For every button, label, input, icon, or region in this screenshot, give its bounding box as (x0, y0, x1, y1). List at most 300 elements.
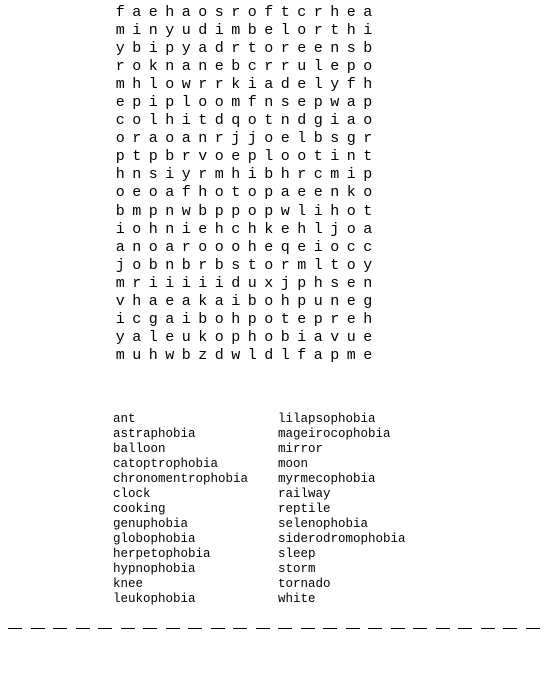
grid-letter: i (313, 202, 323, 220)
grid-letter: o (247, 112, 257, 130)
answer-blank (323, 628, 337, 629)
word-list-item: sleep (278, 547, 316, 561)
grid-letter: e (346, 274, 356, 292)
grid-row (112, 329, 376, 347)
grid-letter: o (363, 58, 373, 76)
grid-letter: o (363, 112, 373, 130)
grid-letter: d (214, 40, 224, 58)
grid-letter: f (297, 346, 307, 364)
grid-letter: i (363, 22, 373, 40)
grid-letter: b (165, 148, 175, 166)
grid-letter: h (247, 220, 257, 238)
grid-letter: b (363, 40, 373, 58)
grid-letter: f (181, 184, 191, 202)
grid-letter: l (264, 148, 274, 166)
grid-letter: h (363, 76, 373, 94)
grid-letter: n (346, 148, 356, 166)
grid-letter: i (148, 94, 158, 112)
grid-letter: l (181, 94, 191, 112)
grid-letter: p (313, 310, 323, 328)
grid-letter: u (313, 292, 323, 310)
word-list-item: catoptrophobia (113, 457, 219, 471)
grid-letter: w (330, 94, 340, 112)
grid-letter: y (181, 40, 191, 58)
grid-letter: a (214, 292, 224, 310)
grid-letter: l (313, 220, 323, 238)
grid-letter: o (132, 256, 142, 274)
grid-letter: p (132, 94, 142, 112)
grid-letter: e (297, 40, 307, 58)
grid-letter: o (264, 256, 274, 274)
answer-blank (346, 628, 360, 629)
grid-letter: d (280, 76, 290, 94)
grid-letter: c (115, 112, 125, 130)
grid-letter: e (313, 40, 323, 58)
grid-letter: h (330, 4, 340, 21)
grid-letter: e (148, 4, 158, 21)
grid-letter: u (346, 328, 356, 346)
grid-letter: e (115, 94, 125, 112)
grid-letter: l (247, 346, 257, 364)
grid-letter: o (346, 220, 356, 238)
word-list-item: ant (113, 412, 136, 426)
answer-blank (256, 628, 270, 629)
grid-letter: h (115, 166, 125, 184)
grid-letter: o (198, 4, 208, 21)
grid-letter: p (313, 94, 323, 112)
grid-letter: y (363, 256, 373, 274)
grid-letter: b (231, 58, 241, 76)
grid-letter: k (264, 220, 274, 238)
grid-letter: e (165, 328, 175, 346)
grid-row (112, 293, 376, 311)
grid-letter: b (247, 22, 257, 40)
answer-blank (121, 628, 135, 629)
grid-letter: e (264, 238, 274, 256)
grid-letter: t (280, 310, 290, 328)
word-list-item: knee (113, 577, 144, 591)
grid-letter: a (165, 310, 175, 328)
grid-letter: y (115, 328, 125, 346)
grid-letter: t (313, 148, 323, 166)
grid-letter: u (297, 58, 307, 76)
answer-blank (458, 628, 472, 629)
grid-letter: i (181, 274, 191, 292)
grid-letter: g (346, 130, 356, 148)
grid-letter: i (247, 166, 257, 184)
grid-letter: e (214, 58, 224, 76)
grid-letter: a (165, 238, 175, 256)
grid-letter: l (148, 76, 158, 94)
answer-blank (233, 628, 247, 629)
grid-letter: r (198, 256, 208, 274)
word-list-item: white (278, 592, 316, 606)
grid-letter: t (264, 112, 274, 130)
grid-letter: i (115, 220, 125, 238)
grid-letter: a (363, 4, 373, 21)
grid-letter: o (264, 310, 274, 328)
answer-blank (188, 628, 202, 629)
grid-letter: l (297, 202, 307, 220)
grid-letter: g (363, 292, 373, 310)
grid-letter: y (330, 76, 340, 94)
grid-letter: c (297, 4, 307, 21)
grid-letter: h (247, 328, 257, 346)
grid-letter: t (330, 22, 340, 40)
grid-letter: n (198, 130, 208, 148)
grid-letter: r (198, 76, 208, 94)
grid-letter: c (231, 220, 241, 238)
grid-letter: h (280, 166, 290, 184)
grid-letter: r (231, 4, 241, 21)
grid-row (112, 221, 376, 239)
grid-letter: l (148, 328, 158, 346)
answer-blank (31, 628, 45, 629)
grid-letter: p (297, 274, 307, 292)
grid-letter: o (264, 328, 274, 346)
grid-letter: h (132, 292, 142, 310)
grid-letter: s (214, 4, 224, 21)
grid-letter: n (132, 238, 142, 256)
grid-letter: h (313, 274, 323, 292)
grid-letter: c (363, 238, 373, 256)
word-list-item: cooking (113, 502, 166, 516)
grid-letter: h (247, 238, 257, 256)
grid-letter: y (115, 40, 125, 58)
grid-letter: l (148, 112, 158, 130)
grid-letter: o (214, 328, 224, 346)
word-list-item: storm (278, 562, 316, 576)
grid-letter: u (181, 328, 191, 346)
answer-blank (8, 628, 22, 629)
grid-letter: d (297, 112, 307, 130)
grid-letter: i (181, 310, 191, 328)
grid-letter: d (231, 274, 241, 292)
grid-letter: a (132, 4, 142, 21)
grid-letter: o (231, 238, 241, 256)
grid-letter: p (165, 94, 175, 112)
grid-letter: h (363, 310, 373, 328)
grid-letter: p (297, 292, 307, 310)
grid-letter: y (165, 22, 175, 40)
grid-letter: n (165, 58, 175, 76)
grid-letter: o (198, 238, 208, 256)
grid-row (112, 239, 376, 257)
grid-letter: l (313, 58, 323, 76)
word-list-left-column (113, 412, 248, 607)
grid-letter: d (198, 22, 208, 40)
grid-letter: a (313, 328, 323, 346)
grid-row (112, 58, 376, 76)
grid-row (112, 94, 376, 112)
grid-row (112, 184, 376, 202)
grid-letter: w (231, 346, 241, 364)
grid-letter: e (198, 220, 208, 238)
grid-letter: k (346, 184, 356, 202)
grid-letter: h (231, 166, 241, 184)
grid-letter: o (280, 148, 290, 166)
grid-letter: m (115, 76, 125, 94)
grid-letter: o (297, 22, 307, 40)
word-list-item: herpetophobia (113, 547, 211, 561)
word-list-item: siderodromophobia (278, 532, 406, 546)
grid-letter: q (231, 112, 241, 130)
grid-letter: z (198, 346, 208, 364)
grid-row (112, 275, 376, 293)
grid-letter: i (313, 238, 323, 256)
grid-letter: o (148, 184, 158, 202)
grid-letter: o (115, 130, 125, 148)
grid-letter: a (198, 40, 208, 58)
grid-letter: i (231, 292, 241, 310)
grid-letter: i (214, 22, 224, 40)
word-list-right-column (278, 412, 406, 607)
grid-letter: e (346, 310, 356, 328)
word-list-item: leukophobia (113, 592, 196, 606)
grid-letter: i (346, 166, 356, 184)
grid-row (112, 22, 376, 40)
grid-letter: o (264, 292, 274, 310)
grid-letter: o (148, 238, 158, 256)
grid-letter: r (132, 274, 142, 292)
grid-letter: r (280, 40, 290, 58)
grid-letter: r (330, 310, 340, 328)
grid-letter: r (181, 148, 191, 166)
word-list-item: globophobia (113, 532, 196, 546)
word-list-item: selenophobia (278, 517, 369, 531)
grid-letter: w (280, 202, 290, 220)
word-list-item: hypnophobia (113, 562, 196, 576)
grid-letter: u (181, 22, 191, 40)
grid-letter: p (363, 94, 373, 112)
grid-letter: n (363, 274, 373, 292)
grid-letter: j (280, 274, 290, 292)
grid-letter: m (115, 274, 125, 292)
grid-letter: o (297, 148, 307, 166)
grid-letter: h (231, 310, 241, 328)
grid-letter: n (330, 292, 340, 310)
grid-letter: r (313, 4, 323, 21)
grid-letter: p (264, 202, 274, 220)
answer-blank (301, 628, 315, 629)
grid-letter: n (330, 40, 340, 58)
grid-row (112, 112, 376, 130)
grid-letter: b (181, 256, 191, 274)
grid-letter: k (198, 328, 208, 346)
answer-blank (526, 628, 540, 629)
answer-blanks (8, 628, 540, 629)
grid-letter: s (148, 166, 158, 184)
grid-letter: h (198, 184, 208, 202)
grid-letter: p (264, 184, 274, 202)
grid-letter: h (148, 220, 158, 238)
grid-letter: p (363, 166, 373, 184)
answer-blank (98, 628, 112, 629)
grid-letter: a (181, 4, 191, 21)
grid-letter: p (231, 328, 241, 346)
grid-letter: t (132, 148, 142, 166)
grid-letter: e (280, 220, 290, 238)
grid-letter: l (280, 346, 290, 364)
grid-letter: p (330, 346, 340, 364)
grid-letter: k (148, 58, 158, 76)
grid-letter: a (346, 94, 356, 112)
grid-letter: j (247, 130, 257, 148)
grid-letter: e (330, 58, 340, 76)
word-list-item: lilapsophobia (278, 412, 376, 426)
grid-letter: t (247, 40, 257, 58)
answer-blank (503, 628, 517, 629)
answer-blank (166, 628, 180, 629)
grid-row (112, 311, 376, 329)
grid-letter: v (330, 328, 340, 346)
grid-letter: m (115, 22, 125, 40)
grid-letter: t (280, 4, 290, 21)
grid-letter: e (231, 148, 241, 166)
grid-letter: a (148, 130, 158, 148)
grid-letter: b (313, 130, 323, 148)
grid-letter: f (247, 94, 257, 112)
grid-letter: i (181, 220, 191, 238)
grid-letter: a (165, 184, 175, 202)
grid-letter: m (214, 166, 224, 184)
grid-letter: e (313, 184, 323, 202)
answer-blank (413, 628, 427, 629)
answer-blank (211, 628, 225, 629)
grid-letter: b (148, 256, 158, 274)
grid-letter: s (330, 274, 340, 292)
grid-letter: a (346, 112, 356, 130)
grid-letter: c (346, 238, 356, 256)
grid-letter: c (247, 58, 257, 76)
grid-letter: q (280, 238, 290, 256)
grid-letter: p (214, 202, 224, 220)
grid-letter: p (165, 40, 175, 58)
grid-letter: b (198, 202, 208, 220)
word-list-item: balloon (113, 442, 166, 456)
grid-letter: h (132, 76, 142, 94)
answer-blank (76, 628, 90, 629)
grid-row (112, 76, 376, 94)
grid-letter: m (115, 346, 125, 364)
grid-row (112, 4, 376, 22)
grid-letter: g (148, 310, 158, 328)
grid-letter: h (280, 292, 290, 310)
grid-letter: f (115, 4, 125, 21)
grid-letter: e (297, 310, 307, 328)
grid-letter: o (214, 184, 224, 202)
grid-letter: h (297, 220, 307, 238)
grid-letter: k (231, 76, 241, 94)
grid-letter: i (181, 112, 191, 130)
grid-letter: m (231, 94, 241, 112)
grid-letter: r (280, 256, 290, 274)
grid-letter: b (181, 346, 191, 364)
grid-letter: o (247, 202, 257, 220)
grid-letter: p (247, 148, 257, 166)
grid-letter: l (280, 22, 290, 40)
grid-letter: e (363, 328, 373, 346)
grid-letter: t (363, 202, 373, 220)
grid-letter: e (346, 4, 356, 21)
grid-letter: m (330, 166, 340, 184)
grid-letter: p (115, 148, 125, 166)
grid-letter: i (198, 274, 208, 292)
grid-letter: o (132, 220, 142, 238)
grid-row (112, 257, 376, 275)
grid-letter: a (313, 346, 323, 364)
grid-letter: v (115, 292, 125, 310)
grid-row (112, 347, 376, 365)
grid-letter: a (115, 238, 125, 256)
grid-letter: e (280, 130, 290, 148)
grid-letter: m (231, 22, 241, 40)
grid-letter: t (330, 256, 340, 274)
grid-letter: c (132, 310, 142, 328)
grid-letter: f (346, 76, 356, 94)
grid-letter: d (264, 346, 274, 364)
grid-row (112, 40, 376, 58)
grid-letter: r (280, 58, 290, 76)
grid-letter: o (330, 238, 340, 256)
word-list-item: railway (278, 487, 331, 501)
grid-letter: r (363, 130, 373, 148)
grid-letter: h (165, 112, 175, 130)
grid-row (112, 166, 376, 184)
grid-letter: s (330, 130, 340, 148)
grid-letter: s (280, 94, 290, 112)
grid-letter: e (297, 238, 307, 256)
grid-letter: d (214, 112, 224, 130)
answer-blank (368, 628, 382, 629)
grid-letter: e (132, 184, 142, 202)
grid-letter: b (214, 256, 224, 274)
word-list-item: chronomentrophobia (113, 472, 249, 486)
grid-letter: o (214, 148, 224, 166)
grid-letter: o (247, 184, 257, 202)
grid-letter: a (181, 292, 191, 310)
grid-letter: j (115, 256, 125, 274)
grid-letter: b (198, 310, 208, 328)
grid-letter: w (165, 346, 175, 364)
grid-letter: r (181, 238, 191, 256)
grid-letter: n (198, 58, 208, 76)
grid-letter: l (313, 256, 323, 274)
grid-letter: i (132, 22, 142, 40)
grid-letter: o (247, 4, 257, 21)
grid-letter: n (165, 256, 175, 274)
grid-letter: t (247, 256, 257, 274)
grid-row (112, 203, 376, 221)
grid-letter: o (132, 58, 142, 76)
grid-letter: r (214, 76, 224, 94)
grid-letter: e (297, 76, 307, 94)
grid-row (112, 130, 376, 148)
word-list-item: myrmecophobia (278, 472, 376, 486)
grid-letter: u (247, 274, 257, 292)
grid-letter: h (346, 22, 356, 40)
grid-letter: o (198, 94, 208, 112)
answer-blank (481, 628, 495, 629)
word-list-item: genuphobia (113, 517, 189, 531)
grid-letter: t (363, 148, 373, 166)
grid-letter: d (214, 346, 224, 364)
grid-letter: m (132, 202, 142, 220)
grid-letter: i (297, 328, 307, 346)
grid-letter: i (247, 76, 257, 94)
grid-letter: e (297, 184, 307, 202)
grid-letter: w (181, 202, 191, 220)
